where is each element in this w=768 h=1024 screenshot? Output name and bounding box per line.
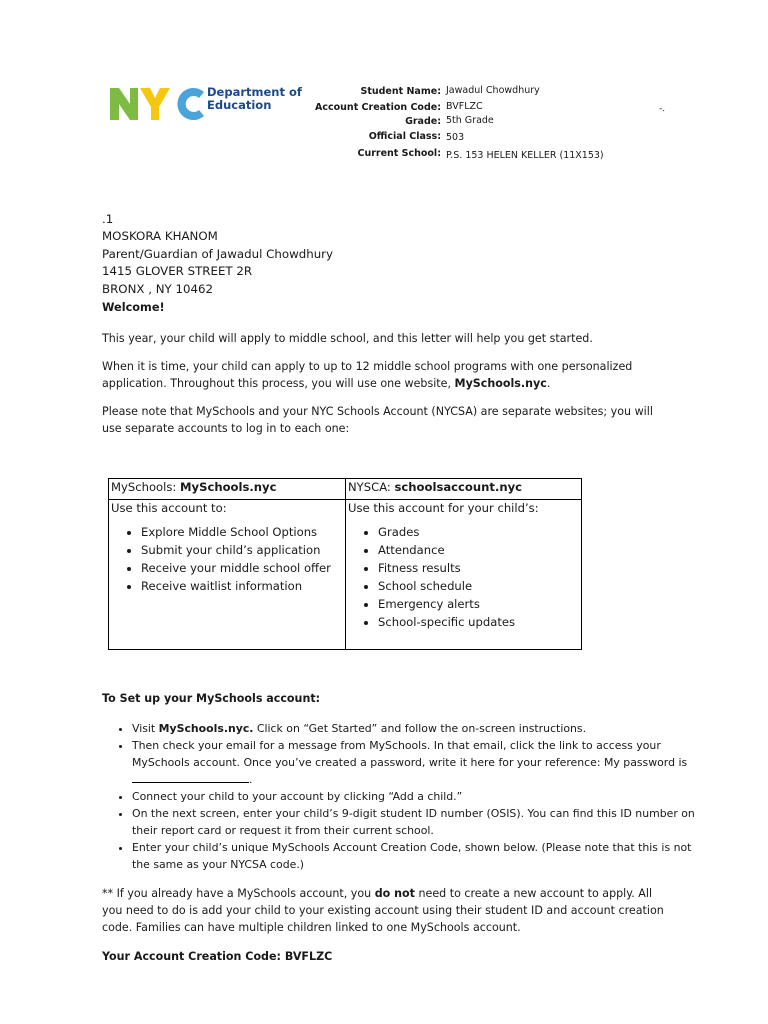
list-item: • Receive your middle school offer <box>141 559 343 577</box>
nycsa-column-header <box>346 479 582 500</box>
list-item: • Fitness results <box>378 559 579 577</box>
myschools-uses-list <box>111 523 343 595</box>
paragraph-intro: This year, your child will apply to middle school, and this letter will help you get started. <box>102 332 593 345</box>
dept-line-2: Education <box>207 98 272 112</box>
note-bold: do not <box>374 887 415 900</box>
setup-step-4: • On the next screen, enter your child’s 9-digit student ID number (OSIS). You can find this ID number on their report card or request it from their current school. <box>132 805 702 839</box>
address-line-0: .1 <box>102 212 114 226</box>
myschools-header-site: MySchools.nyc <box>180 480 277 494</box>
address-line-2: Parent/Guardian of Jawadul Chowdhury <box>102 247 334 261</box>
accounts-table <box>108 478 582 650</box>
department-name <box>207 86 302 112</box>
address-line-4: BRONX , NY 10462 <box>102 282 214 296</box>
list-item: • School-specific updates <box>378 613 579 631</box>
welcome-heading: Welcome! <box>102 301 165 314</box>
note-pre: ** If you already have a MySchools account, you <box>102 887 375 900</box>
myschools-column-header <box>109 479 346 500</box>
account-code-label: Account Creation Code: <box>315 102 441 113</box>
nycsa-header-site: schoolsaccount.nyc <box>394 480 523 494</box>
current-school-label: Current School: <box>357 148 441 159</box>
paragraph-apply-end: . <box>546 377 551 390</box>
nycsa-subtitle: Use this account for your child’s: <box>348 501 539 515</box>
nycsa-column <box>346 500 582 650</box>
dept-line-1: Department of <box>207 85 302 99</box>
list-item: • School schedule <box>378 577 579 595</box>
nyc-logo-icon <box>108 84 206 122</box>
accounts-table-header-row <box>109 479 582 500</box>
list-item: • Explore Middle School Options <box>141 523 343 541</box>
grade-value: 5th Grade <box>446 115 494 126</box>
account-code-value: BVFLZC <box>446 101 483 112</box>
address-line-3: 1415 GLOVER STREET 2R <box>102 264 253 278</box>
paragraph-apply <box>102 358 672 392</box>
paragraph-separate-accounts: Please note that MySchools and your NYC Schools Account (NYCSA) are separate websites; you will use separate accounts to log in to each one: <box>102 405 653 435</box>
myschools-subtitle: Use this account to: <box>111 501 227 515</box>
grade-label: Grade: <box>405 116 441 127</box>
corner-mark: -. <box>659 104 666 114</box>
student-name-label: Student Name: <box>360 86 441 97</box>
myschools-link-text: MySchools.nyc <box>454 377 547 390</box>
official-class-value: 503 <box>446 132 465 143</box>
list-item: • Grades <box>378 523 579 541</box>
existing-account-note <box>102 885 672 936</box>
myschools-column <box>109 500 346 650</box>
current-school-value: P.S. 153 HELEN KELLER (11X153) <box>446 150 604 161</box>
address-line-1: MOSKORA KHANOM <box>102 229 218 243</box>
setup-step-2: • Then check your email for a message from MySchools. In that email, click the link to access your MySchools account. Once you’ve created a password, write it here for your reference: My password is . <box>132 737 702 788</box>
nycsa-uses-list <box>348 523 579 631</box>
myschools-header-prefix: MySchools: <box>111 480 180 494</box>
list-item: • Emergency alerts <box>378 595 579 613</box>
student-name-value: Jawadul Chowdhury <box>446 85 540 96</box>
note-post: need to create a new account to apply. All you need to do is add your child to your existing account using their student ID and account creation code. Families can have multiple children linked to one MySchools account. <box>102 887 664 934</box>
list-item: • Submit your child’s application <box>141 541 343 559</box>
account-creation-code-line: Your Account Creation Code: BVFLZC <box>102 950 333 963</box>
setup-steps-list <box>102 720 702 873</box>
setup-heading: To Set up your MySchools account: <box>102 692 321 705</box>
password-blank <box>132 772 249 783</box>
step1-site: MySchools.nyc. <box>158 722 254 735</box>
list-item: • Attendance <box>378 541 579 559</box>
step1-pre: Visit <box>132 722 159 735</box>
list-item: • Receive waitlist information <box>141 577 343 595</box>
paragraph-apply-text: When it is time, your child can apply to up to 12 middle school programs with one personalized application. Throughout this process, you will use one website, <box>102 360 633 390</box>
step1-post: Click on “Get Started” and follow the on-screen instructions. <box>253 722 587 735</box>
step2-text: Then check your email for a message from MySchools. In that email, click the link to access your MySchools account. Once you’ve created a password, write it here for your reference: My password is <box>132 739 688 769</box>
setup-step-3: • Connect your child to your account by clicking “Add a child.” <box>132 788 702 805</box>
accounts-table-body-row <box>109 500 582 650</box>
setup-step-5: • Enter your child’s unique MySchools Account Creation Code, shown below. (Please note that this is not the same as your NYCSA code.) <box>132 839 702 873</box>
official-class-label: Official Class: <box>368 131 441 142</box>
setup-step-1 <box>132 720 702 737</box>
nycsa-header-prefix: NYSCA: <box>348 480 395 494</box>
